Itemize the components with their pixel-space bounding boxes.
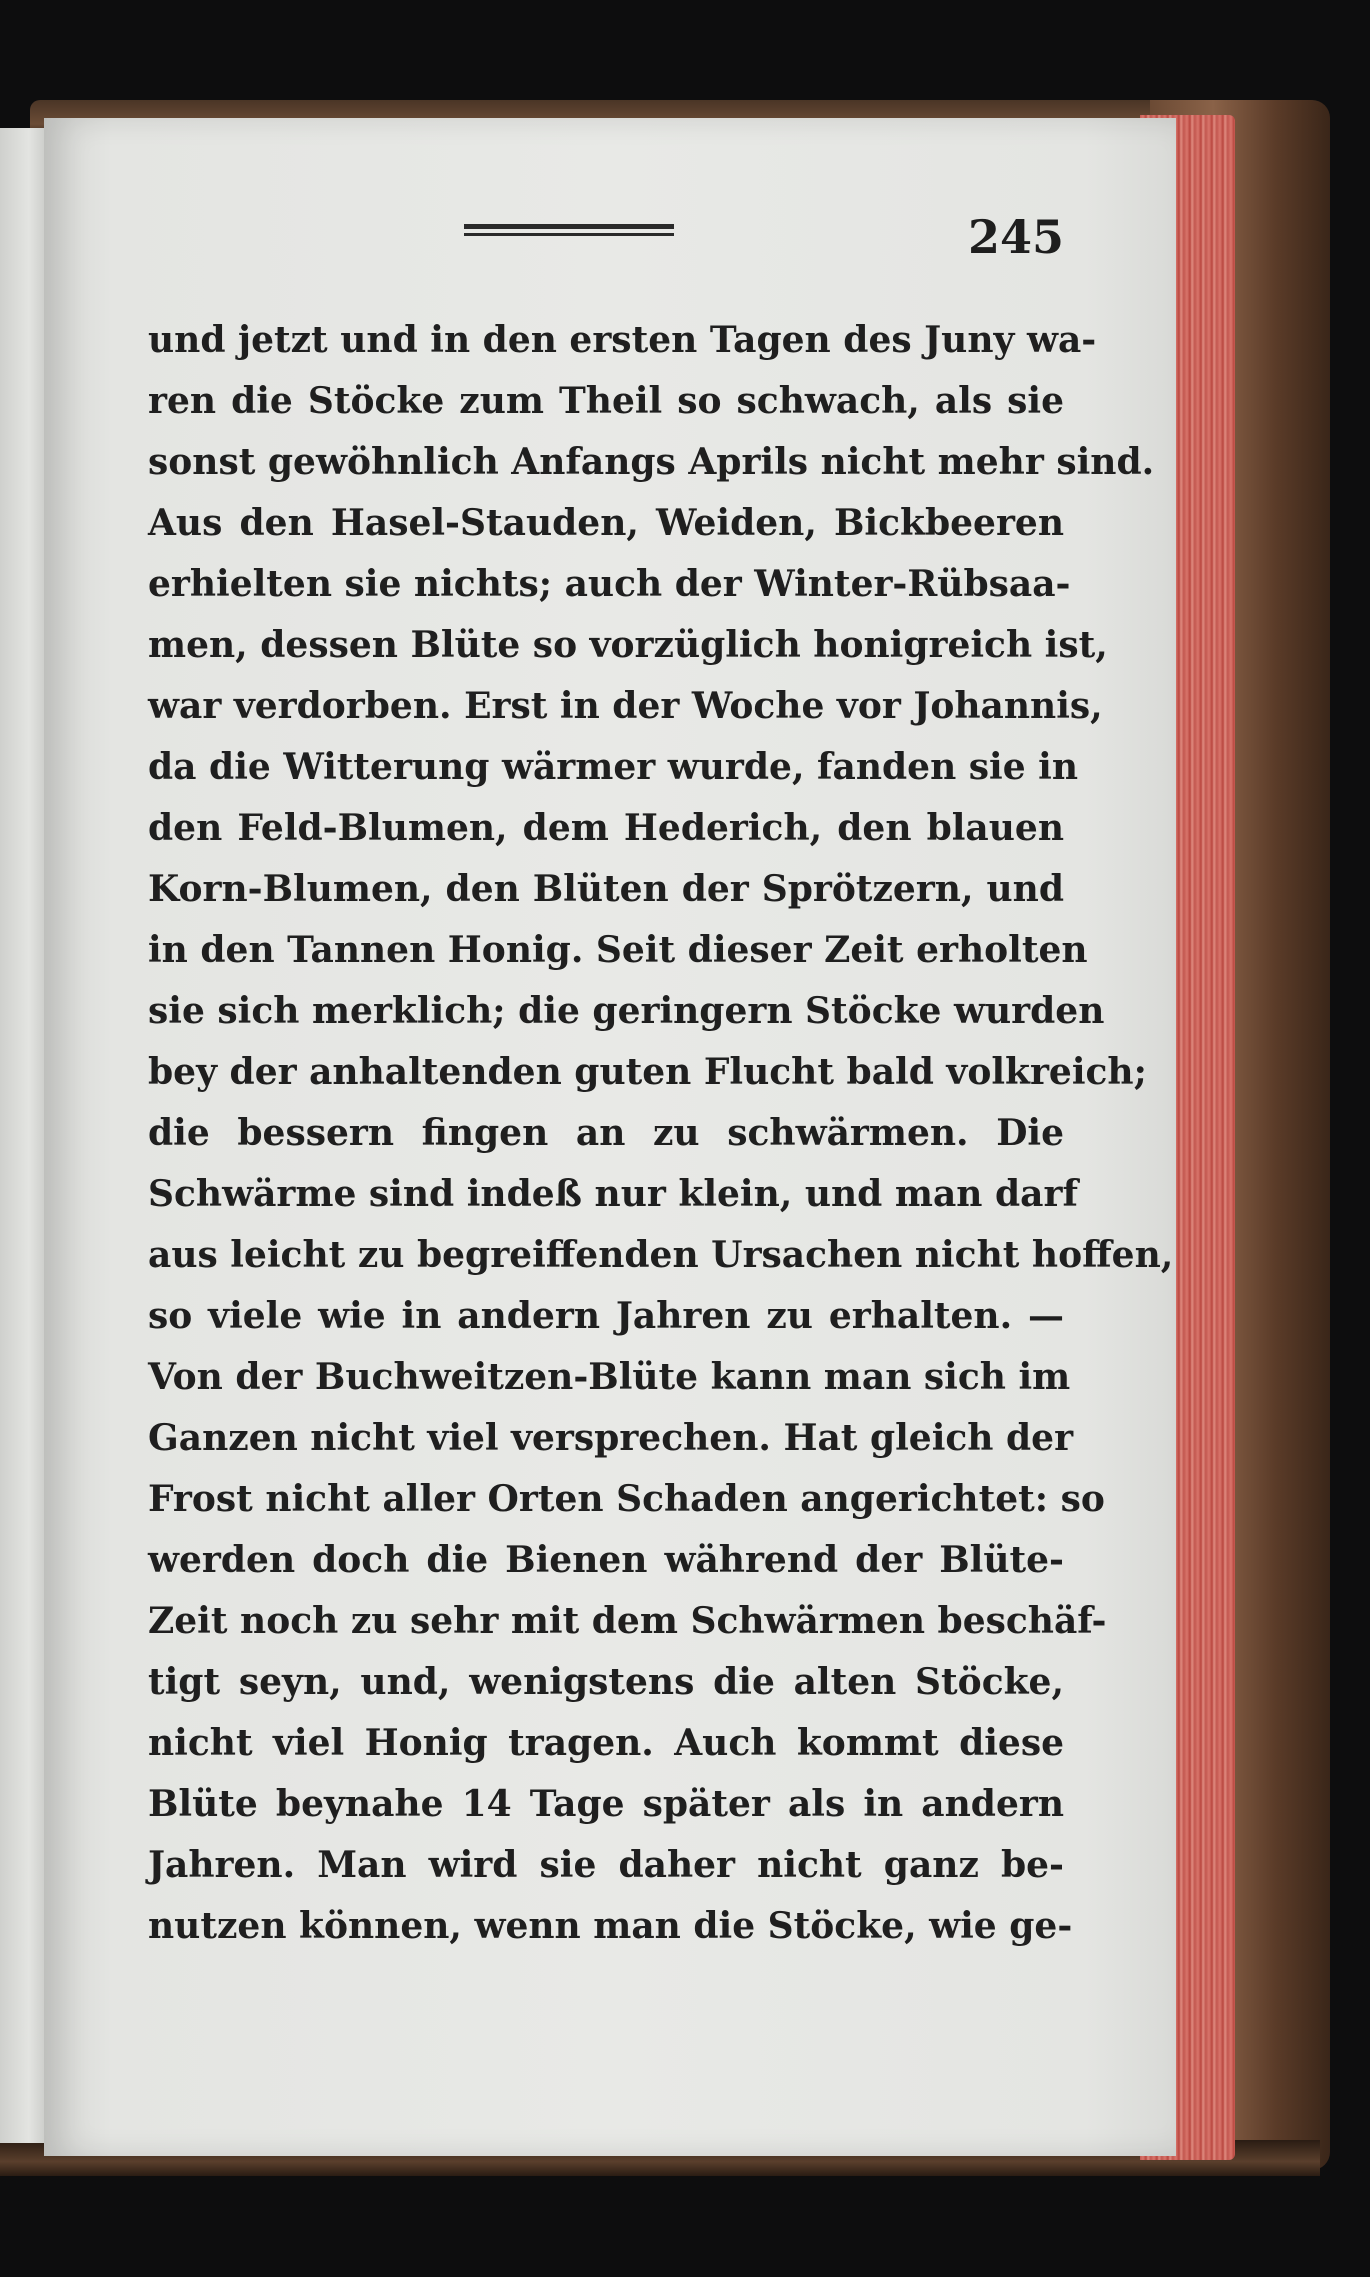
text-line: die bessern fingen an zu schwärmen. Die [148, 1112, 1064, 1154]
text-line: Von der Buchweitzen-Blüte kann man sich im [148, 1356, 1071, 1398]
text-line: Jahren. Man wird sie daher nicht ganz be- [148, 1844, 1064, 1886]
header-rule-thin [464, 233, 674, 236]
text-line: werden doch die Bienen während der Blüte- [148, 1539, 1064, 1581]
text-line: Ganzen nicht viel versprechen. Hat gleich der [148, 1417, 1074, 1459]
text-line: da die Witterung wärmer wurde, fanden sie in [148, 746, 1079, 788]
text-line: den Feld-Blumen, dem Hederich, den blauen [148, 807, 1064, 849]
text-line: Aus den Hasel-Stauden, Weiden, Bickbeeren [148, 502, 1064, 544]
text-line: ren die Stöcke zum Theil so schwach, als sie [148, 380, 1064, 422]
text-line: sonst gewöhnlich Anfangs Aprils nicht mehr sind. [148, 441, 1155, 483]
text-line: sie sich merklich; die geringern Stöcke wurden [148, 990, 1105, 1032]
text-line: in den Tannen Honig. Seit dieser Zeit erholten [148, 929, 1088, 971]
text-line: bey der anhaltenden guten Flucht bald volkreich; [148, 1051, 1147, 1093]
text-line: aus leicht zu begreiffenden Ursachen nicht hoffen, [148, 1234, 1174, 1276]
text-line: tigt seyn, und, wenigstens die alten Stöcke, [148, 1661, 1064, 1703]
text-line: erhielten sie nichts; auch der Winter-Rübsaa- [148, 563, 1071, 605]
book-page [44, 118, 1176, 2156]
page-number: 245 [967, 210, 1064, 264]
text-line: nicht viel Honig tragen. Auch kommt diese [148, 1722, 1064, 1764]
text-line: Korn-Blumen, den Blüten der Sprötzern, und [148, 868, 1064, 910]
body-text [148, 310, 1174, 1957]
header-rule-thick [464, 224, 674, 229]
text-line: men, dessen Blüte so vorzüglich honigreich ist, [148, 624, 1108, 666]
text-line: Schwärme sind indeß nur klein, und man darf [148, 1173, 1078, 1215]
facing-page-edge [0, 128, 48, 2143]
header-rule [464, 224, 674, 238]
text-line: und jetzt und in den ersten Tagen des Juny wa- [148, 319, 1097, 361]
text-line: Frost nicht aller Orten Schaden angerichtet: so [148, 1478, 1105, 1520]
text-line: war verdorben. Erst in der Woche vor Johannis, [148, 685, 1103, 727]
text-line: Blüte beynahe 14 Tage später als in andern [148, 1783, 1064, 1825]
text-line: nutzen können, wenn man die Stöcke, wie ge- [148, 1905, 1073, 1947]
text-line: Zeit noch zu sehr mit dem Schwärmen beschäf- [148, 1600, 1107, 1642]
text-line: so viele wie in andern Jahren zu erhalten. — [148, 1295, 1064, 1337]
